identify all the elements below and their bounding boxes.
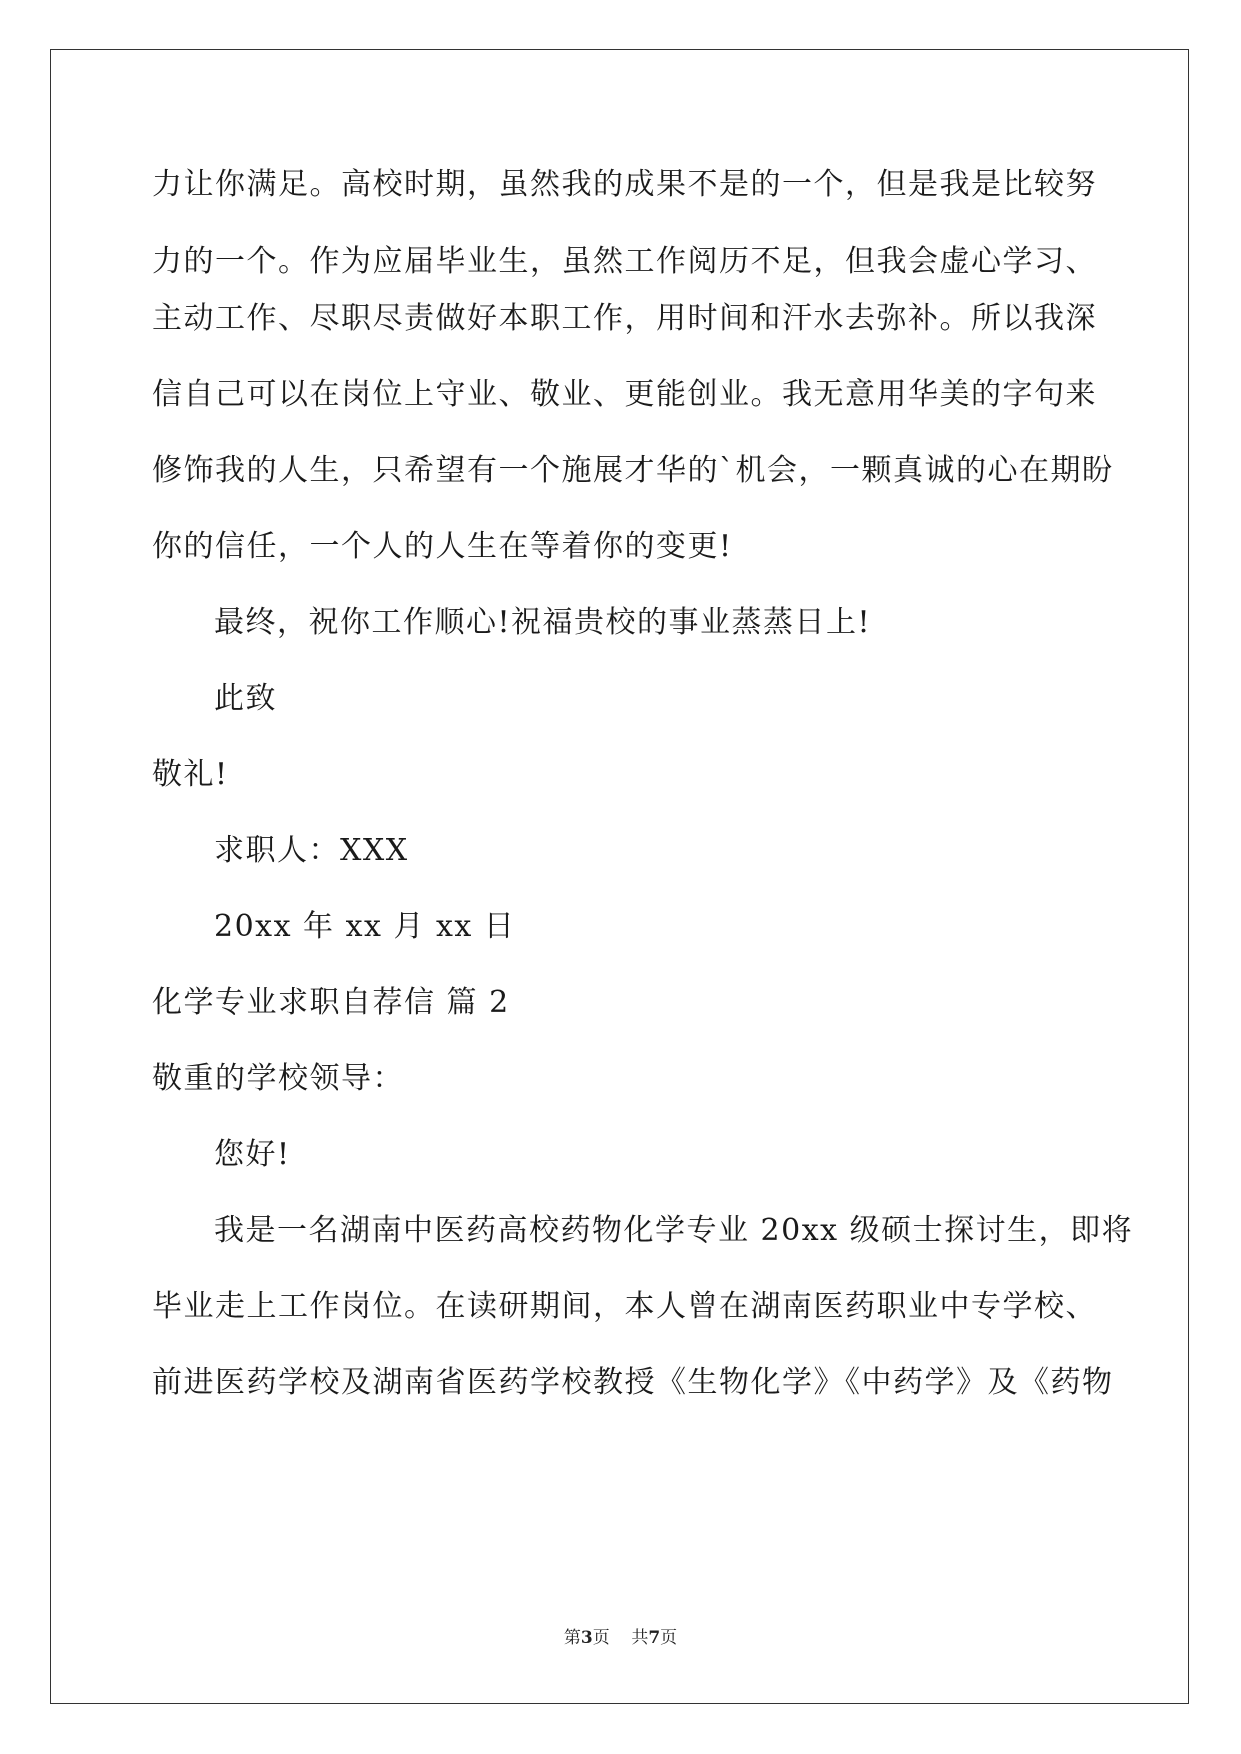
- salutation-jingli: 敬礼!: [152, 757, 229, 792]
- text-line: 修饰我的人生，只希望有一个施展才华的`机会，一颗真诚的心在期盼: [152, 453, 1114, 488]
- text-line: 力的一个。作为应届毕业生，虽然工作阅历不足，但我会虚心学习、: [152, 244, 1097, 279]
- letter-hello: 您好!: [214, 1137, 291, 1172]
- page-total: 共7页: [631, 1628, 678, 1648]
- letter-greeting: 敬重的学校领导：: [152, 1061, 404, 1096]
- page-number: 第3页: [563, 1628, 610, 1648]
- text-line: 毕业走上工作岗位。在读研期间，本人曾在湖南医药职业中专学校、: [152, 1289, 1097, 1324]
- page-border: [50, 49, 1189, 1704]
- applicant-signature: 求职人：XXX: [214, 833, 409, 868]
- salutation-cizhi: 此致: [214, 681, 277, 716]
- section-heading: 化学专业求职自荐信 篇 2: [152, 985, 510, 1020]
- text-line: 前进医药学校及湖南省医药学校教授《生物化学》《中药学》及《药物: [152, 1365, 1114, 1400]
- closing-wish: 最终，祝你工作顺心!祝福贵校的事业蒸蒸日上!: [214, 605, 872, 640]
- text-line: 信自己可以在岗位上守业、敬业、更能创业。我无意用华美的字句来: [152, 377, 1097, 412]
- page-footer: [0, 1623, 1241, 1648]
- text-line: 我是一名湖南中医药高校药物化学专业 20xx 级硕士探讨生，即将: [214, 1213, 1134, 1248]
- text-line: 你的信任，一个人的人生在等着你的变更!: [152, 529, 733, 564]
- text-line: 主动工作、尽职尽责做好本职工作，用时间和汗水去弥补。所以我深: [152, 301, 1097, 336]
- letter-date: 20xx 年 xx 月 xx 日: [214, 909, 516, 944]
- text-line: 力让你满足。高校时期，虽然我的成果不是的一个，但是我是比较努: [152, 167, 1097, 202]
